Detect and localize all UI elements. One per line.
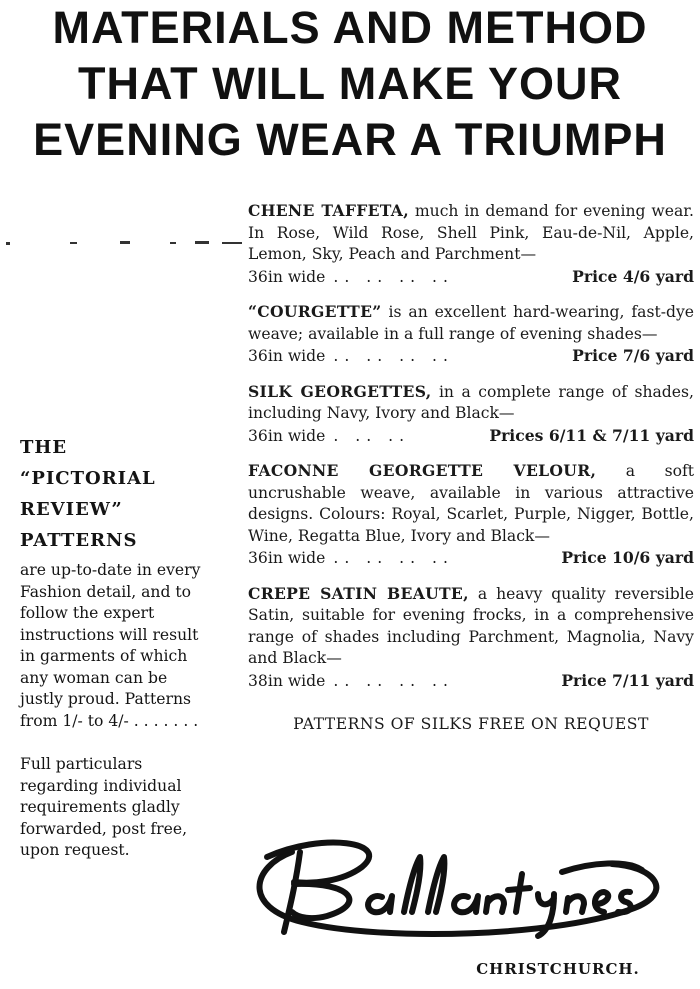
fabric-item-chene-taffeta: [248, 200, 694, 288]
fabric-price: Price 7/11 yard: [561, 670, 694, 690]
fabric-description: in a complete range of shades, including Navy, Ivory and Black—: [248, 382, 694, 422]
price-line: [248, 266, 694, 289]
fabric-item-crepe-satin-beaute: [248, 583, 694, 693]
fabric-price: Price 7/6 yard: [572, 346, 694, 365]
headline-line-2: THAT WILL MAKE YOUR: [78, 58, 622, 109]
sidebar-heading-line-1: THE: [20, 437, 68, 458]
fabric-description: is an excellent hard-wearing, fast-dye weave; available in a full range of evening shades—: [248, 303, 694, 343]
sidebar-heading-line-2: “PICTORIAL: [20, 468, 156, 489]
headline-line-3: EVENING WEAR A TRIUMPH: [33, 114, 667, 165]
leader-dots: .. .. .. ..: [333, 267, 454, 286]
sidebar-body: are up-to-date in every Fashion detail, and to follow the expert instructions will result in garments of which any woman can be justly proud. Patterns from 1/- to 4/- . . . . . . .: [20, 561, 201, 730]
sidebar-heading-line-3: REVIEW”: [20, 499, 123, 520]
fabric-description: much in demand for evening wear. In Rose, Wild Rose, Shell Pink, Eau-de-Nil, Apple, Lemon, Sky, Peach and Parchment—: [248, 202, 694, 263]
price-line: [248, 345, 694, 368]
fabric-list: [248, 200, 694, 736]
fabric-width: 38in wide: [248, 671, 326, 690]
fabric-price: Prices 6/11 & 7/11 yard: [489, 425, 694, 445]
leader-dots: .. .. .. ..: [333, 549, 454, 567]
fabric-name: FACONNE GEORGETTE VELOUR,: [248, 461, 597, 480]
sidebar-particulars: Full particulars regarding individual requirements gladly forwarded, post free, upon request.: [20, 755, 188, 859]
fabric-price: Price 10/6 yard: [561, 548, 694, 567]
fabric-name: CREPE SATIN BEAUTE,: [248, 583, 469, 603]
headline-line-1: MATERIALS AND METHOD: [52, 2, 648, 53]
ballantynes-signature-logo: [232, 812, 672, 952]
print-speckle-decoration: [0, 228, 248, 258]
patterns-free-notice: PATTERNS OF SILKS FREE ON REQUEST: [293, 715, 649, 733]
headline: [0, 0, 700, 168]
fabric-description: a soft uncrushable weave, available in various attractive designs. Colours: Royal, Scarlet, Purple, Nigger, Bottle, Wine, Regatta Blue, Ivory and Black—: [248, 462, 694, 545]
leader-dots: . .. ..: [333, 426, 411, 445]
fabric-description: a heavy quality reversible Satin, suitable for evening frocks, in a comprehensive range of shades including Parchment, Magnolia, Navy and Black—: [248, 584, 694, 667]
leader-dots: .. .. .. ..: [333, 671, 454, 690]
price-line: [248, 547, 694, 570]
fabric-item-silk-georgettes: [248, 381, 694, 448]
leader-dots: .. .. .. ..: [333, 347, 454, 365]
fabric-price: Price 4/6 yard: [572, 266, 694, 286]
fabric-width: 36in wide: [248, 267, 326, 286]
price-line: [248, 670, 694, 693]
fabric-name: “COURGETTE”: [248, 302, 382, 321]
fabric-name: SILK GEORGETTES,: [248, 381, 432, 401]
price-line: [248, 425, 694, 448]
sidebar-heading: [20, 432, 210, 556]
pictorial-review-sidebar: [20, 432, 210, 862]
fabric-width: 36in wide: [248, 347, 326, 365]
fabric-item-courgette: [248, 301, 694, 368]
fabric-item-faconne-georgette-velour: [248, 460, 694, 570]
store-location: CHRISTCHURCH.: [476, 960, 640, 978]
fabric-name: CHENE TAFFETA,: [248, 201, 409, 220]
fabric-width: 36in wide: [248, 426, 326, 445]
fabric-width: 36in wide: [248, 549, 326, 567]
sidebar-heading-line-4: PATTERNS: [20, 530, 138, 551]
